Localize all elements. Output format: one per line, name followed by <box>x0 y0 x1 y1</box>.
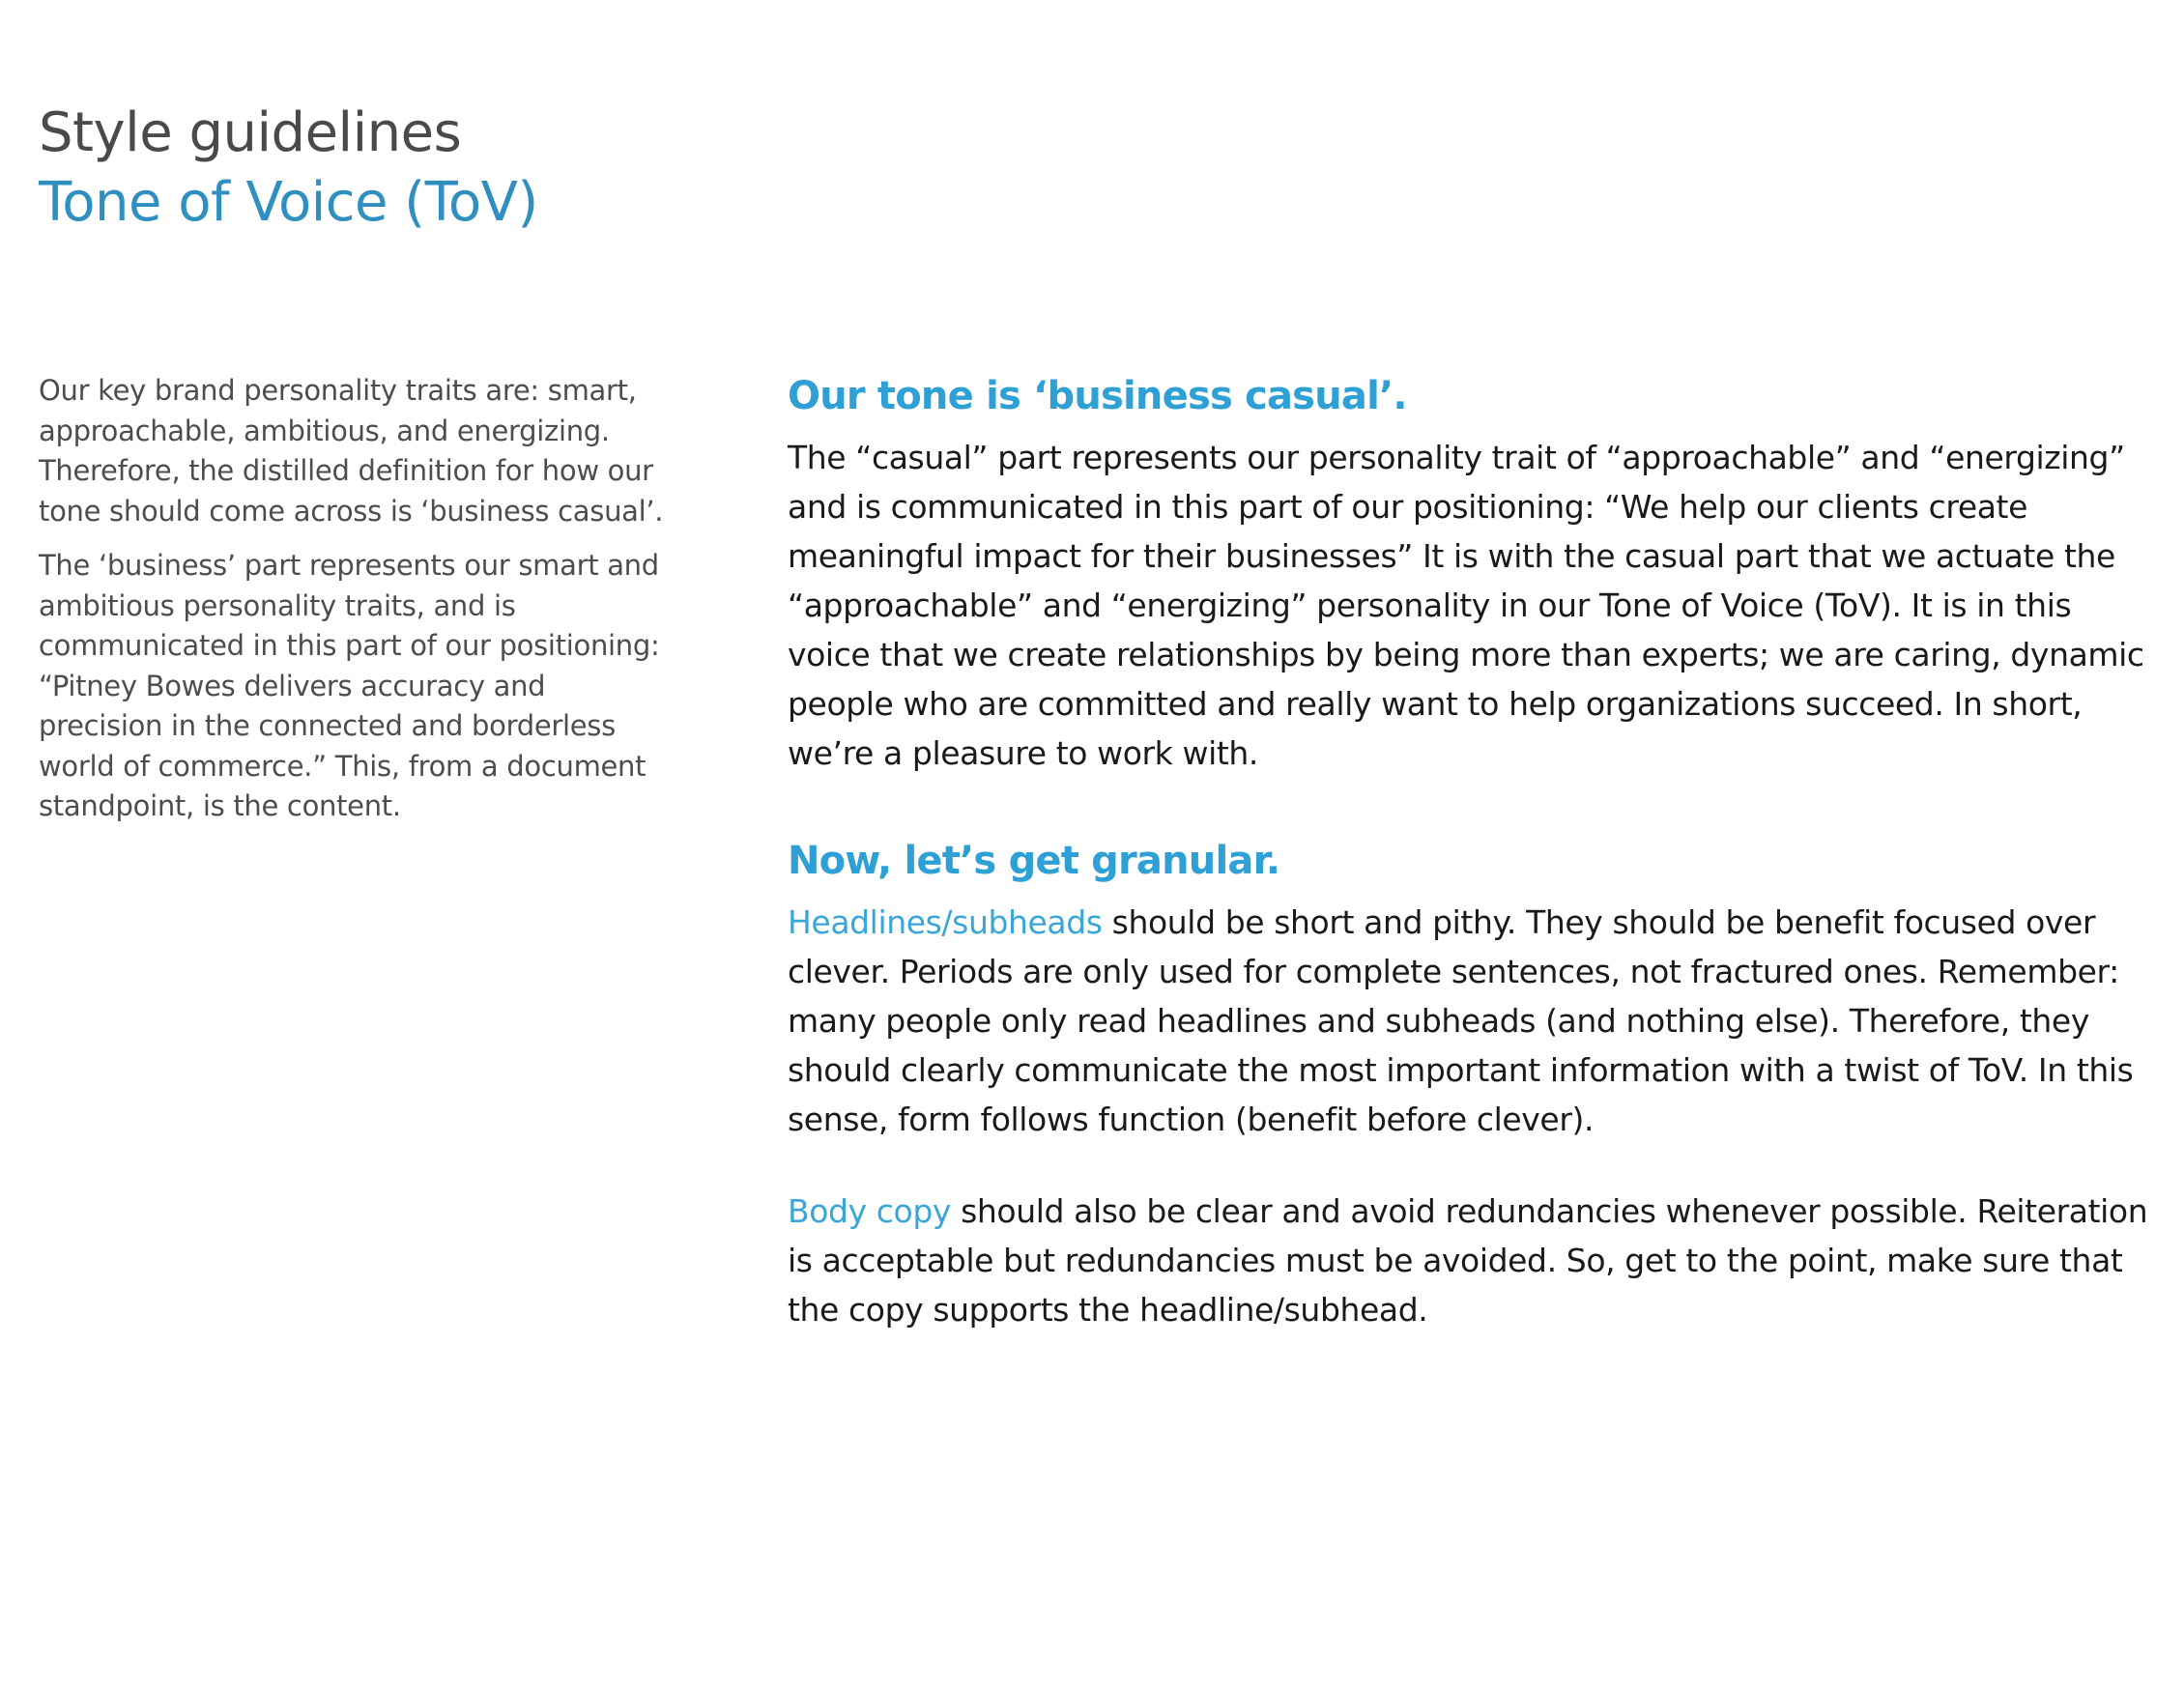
page-title: Style guidelines <box>39 101 462 164</box>
body-copy-paragraph <box>788 1187 2160 1334</box>
main-column <box>788 369 2160 1334</box>
intro-paragraph-traits: Our key brand personality traits are: smart, approachable, ambitious, and energizing. Therefore, the distilled definition for how our tone should come across is ‘business casual’. <box>39 374 664 528</box>
body-copy-text: should also be clear and avoid redundancies whenever possible. Reiteration is acceptable but redundancies must be avoided. So, get to the point, make sure that the copy supports the headline/subhead. <box>788 1192 2148 1329</box>
headlines-paragraph <box>788 898 2160 1144</box>
headlines-term: Headlines/subheads <box>788 903 1103 941</box>
section-body-business-casual: The “casual” part represents our personality trait of “approachable” and “energizing” and is communicated in this part of our positioning: “We help our clients create meaningful impact for their businesses” It is with the casual part that we actuate the “approachable” and “energizing” personality in our Tone of Voice (ToV). It is in this voice that we create relationships by being more than experts; we are caring, dynamic people who are committed and really want to help organizations succeed. In short, we’re a pleasure to work with. <box>788 439 2144 772</box>
page-subtitle: Tone of Voice (ToV) <box>39 171 538 234</box>
page-header <box>39 99 908 238</box>
intro-column <box>39 371 667 842</box>
section-granular <box>788 834 2160 1334</box>
paragraph-spacer <box>788 1144 2160 1187</box>
intro-paragraph-business: The ‘business’ part represents our smart and ambitious personality traits, and is communicated in this part of our positioning: “Pitney Bowes delivers accuracy and precision in the connected and borderless world of commerce.” This, from a document standpoint, is the content. <box>39 549 660 822</box>
body-copy-term: Body copy <box>788 1192 952 1230</box>
section-heading-business-casual: Our tone is ‘business casual’. <box>788 374 1407 418</box>
section-heading-granular: Now, let’s get granular. <box>788 839 1280 883</box>
section-spacer <box>788 778 2160 834</box>
headlines-text: should be short and pithy. They should be benefit focused over clever. Periods are only used for complete sentences, not fractured ones. Remember: many people only read headlines and subheads (and nothing else). Therefore, they should clearly communicate the most important information with a twist of ToV. In this sense, form follows function (benefit before clever). <box>788 903 2134 1138</box>
section-business-casual <box>788 369 2160 778</box>
